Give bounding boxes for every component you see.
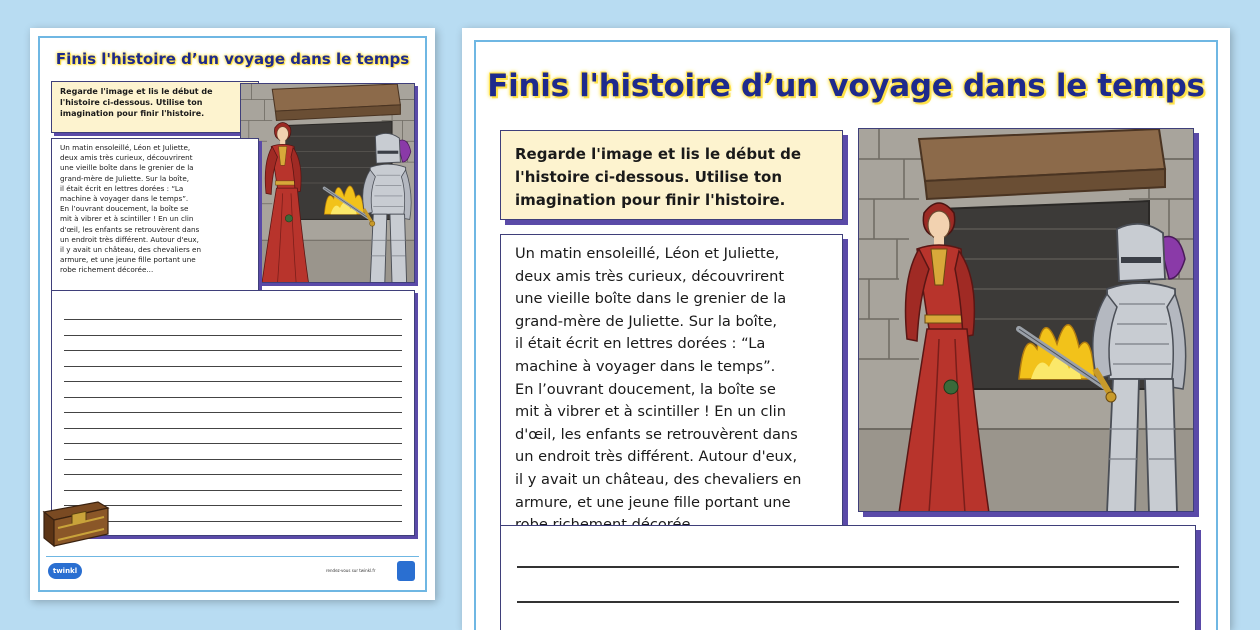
story-illustration: [858, 128, 1194, 512]
writing-line: [64, 412, 402, 413]
story-line: un endroit très différent. Autour d'eux,: [60, 234, 199, 244]
instructions-box: Regarde l'image et lis le début de l'histoire ci-dessous. Utilise ton imagination pour finir l'histoire.: [51, 81, 259, 133]
page-footer: [46, 556, 419, 586]
story-text: [515, 243, 828, 537]
story-line: il était écrit en lettres dorées : “La: [515, 335, 766, 353]
story-line: machine à voyager dans le temps”.: [515, 357, 776, 375]
writing-line: [64, 350, 402, 351]
worksheet-title: Finis l'histoire d’un voyage dans le temps: [487, 68, 1205, 104]
writing-line: [64, 397, 402, 398]
twinkl-logo[interactable]: twinkl: [48, 563, 82, 579]
story-line: En l’ouvrant doucement, la boîte se: [515, 380, 776, 398]
writing-line: [517, 566, 1179, 568]
writing-line: [64, 335, 402, 336]
story-line: un endroit très différent. Autour d'eux,: [515, 448, 798, 466]
writing-line: [64, 381, 402, 382]
story-box: [500, 234, 843, 544]
story-line: une vieille boîte dans le grenier de la: [60, 163, 194, 173]
writing-line: [64, 366, 402, 367]
story-line: mit à vibrer et à scintiller ! En un clin: [515, 403, 786, 421]
story-line: grand-mère de Juliette. Sur la boîte,: [515, 312, 778, 330]
footer-url[interactable]: rendez-vous sur twinkl.fr: [326, 568, 376, 573]
story-box: [51, 138, 259, 313]
story-line: armure, et une jeune fille portant une: [515, 493, 791, 511]
writing-line: [64, 490, 402, 491]
writing-line: [64, 443, 402, 444]
story-line: d'œil, les enfants se retrouvèrent dans: [515, 425, 798, 443]
story-line: deux amis très curieux, découvrirent: [60, 153, 193, 163]
twinkl-badge-icon: [397, 561, 415, 581]
story-line: il était écrit en lettres dorées : “La: [60, 183, 184, 193]
writing-line: [64, 474, 402, 475]
writing-line: [64, 428, 402, 429]
story-line: robe richement décorée...: [60, 265, 154, 275]
writing-line: [64, 319, 402, 320]
story-illustration: [240, 83, 415, 283]
writing-lines-area[interactable]: [500, 525, 1196, 630]
story-line: grand-mère de Juliette. Sur la boîte,: [60, 173, 190, 183]
worksheet-thumbnail: [30, 28, 435, 600]
story-line: Un matin ensoleillé, Léon et Juliette,: [60, 143, 191, 152]
story-line: Un matin ensoleillé, Léon et Juliette,: [515, 245, 780, 262]
writing-line: [64, 459, 402, 460]
story-line: deux amis très curieux, découvrirent: [515, 267, 785, 285]
time-machine-chest-image: [36, 498, 112, 550]
story-line: une vieille boîte dans le grenier de la: [515, 290, 787, 308]
writing-line: [517, 601, 1179, 603]
story-line: mit à vibrer et à scintiller ! En un clin: [60, 214, 194, 224]
writing-line: [64, 521, 402, 522]
story-line: il y avait un château, des chevaliers en: [515, 470, 802, 488]
instructions-box: Regarde l'image et lis le début de l'histoire ci-dessous. Utilise ton imagination pour finir l'histoire.: [500, 130, 843, 220]
story-text: [60, 143, 250, 276]
story-line: En l’ouvrant doucement, la boîte se: [60, 204, 189, 214]
story-line: machine à voyager dans le temps”.: [60, 194, 189, 204]
story-line: d'œil, les enfants se retrouvèrent dans: [60, 224, 200, 234]
writing-line: [64, 505, 402, 506]
story-line: il y avait un château, des chevaliers en: [60, 245, 202, 255]
worksheet-page: [462, 28, 1230, 630]
worksheet-title: Finis l'histoire d’un voyage dans le temps: [55, 50, 410, 68]
lady-and-knight-illustration: [859, 129, 1194, 512]
story-line: armure, et une jeune fille portant une: [60, 255, 196, 265]
